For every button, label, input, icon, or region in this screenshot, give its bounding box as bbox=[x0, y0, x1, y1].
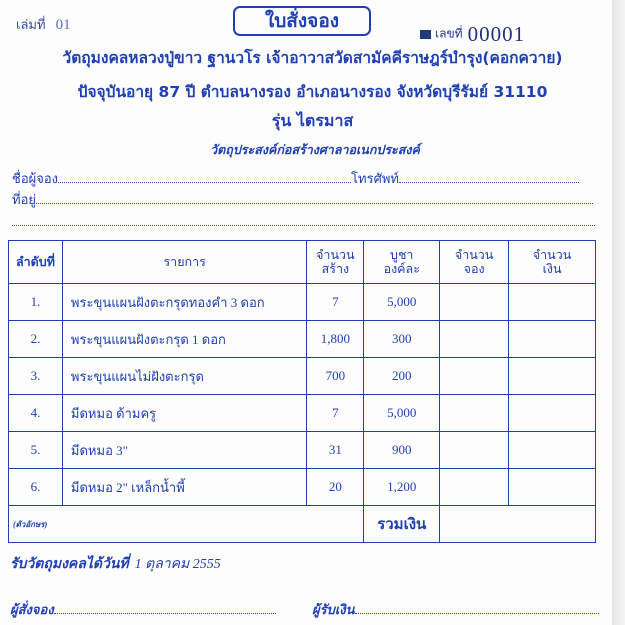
header-no: ลำดับที่ bbox=[9, 241, 63, 284]
serial-value: 00001 bbox=[467, 22, 526, 46]
row-no: 1. bbox=[9, 284, 63, 321]
address-field[interactable] bbox=[12, 189, 593, 210]
serial-label: เลขที่ bbox=[435, 26, 463, 41]
book-number-value: 01 bbox=[55, 17, 71, 33]
row-no: 2. bbox=[9, 321, 63, 358]
row-qty-made: 31 bbox=[307, 432, 364, 469]
table-row bbox=[9, 432, 596, 469]
address-line2-input[interactable] bbox=[12, 216, 595, 226]
pickup-date bbox=[10, 553, 221, 575]
row-qty-order-input[interactable] bbox=[440, 321, 509, 358]
serial-marker-icon bbox=[420, 30, 431, 39]
row-amount-input[interactable] bbox=[509, 432, 596, 469]
pickup-date-label: รับวัตถุมงคลได้วันที่ bbox=[10, 557, 129, 572]
row-amount-input[interactable] bbox=[509, 395, 596, 432]
table-row bbox=[9, 358, 596, 395]
row-item: พระขุนแผนไม่ฝังตะกรุด bbox=[62, 358, 306, 395]
row-qty-made: 20 bbox=[307, 469, 364, 506]
row-qty-order-input[interactable] bbox=[440, 358, 509, 395]
row-amount-input[interactable] bbox=[509, 321, 596, 358]
row-amount-input[interactable] bbox=[509, 469, 596, 506]
row-no: 3. bbox=[9, 358, 63, 395]
orderer-label: ผู้สั่งจอง bbox=[10, 602, 54, 617]
row-price: 5,000 bbox=[364, 284, 440, 321]
name-label: ชื่อผู้จอง bbox=[12, 171, 59, 186]
receiver-signature[interactable] bbox=[312, 599, 599, 620]
header-amount bbox=[509, 241, 596, 284]
address-input[interactable] bbox=[36, 194, 593, 204]
row-price: 200 bbox=[364, 358, 440, 395]
row-item: มีดหมอ ด้ามครู bbox=[62, 395, 306, 432]
amount-in-words-field[interactable]: (ตัวอักษร) bbox=[9, 506, 364, 543]
total-label: รวมเงิน bbox=[364, 506, 440, 543]
total-amount-input[interactable] bbox=[440, 506, 596, 543]
address-line2-field[interactable] bbox=[12, 214, 595, 230]
phone-label: โทรศัพท์ bbox=[351, 171, 399, 186]
row-price: 1,200 bbox=[364, 469, 440, 506]
table-row bbox=[9, 395, 596, 432]
row-no: 4. bbox=[9, 395, 63, 432]
row-qty-made: 700 bbox=[307, 358, 364, 395]
table-row bbox=[9, 284, 596, 321]
name-input[interactable] bbox=[58, 173, 351, 183]
row-price: 900 bbox=[364, 432, 440, 469]
header-qty-order-line1: จำนวน bbox=[454, 248, 494, 262]
row-item: มีดหมอ 2" เหล็กน้ำพี้ bbox=[62, 469, 306, 506]
row-item: มีดหมอ 3" bbox=[62, 432, 306, 469]
header-qty-order-line2: จอง bbox=[463, 262, 485, 276]
phone-input[interactable] bbox=[399, 173, 579, 183]
header-price bbox=[364, 241, 440, 284]
header-price-line2: องค์ละ bbox=[383, 262, 420, 276]
header-qty-made bbox=[307, 241, 364, 284]
header-price-line1: บูชา bbox=[390, 248, 414, 262]
table-total-row bbox=[9, 506, 596, 543]
row-price: 300 bbox=[364, 321, 440, 358]
serial-number bbox=[420, 22, 525, 47]
order-table bbox=[8, 240, 596, 543]
table-header-row bbox=[9, 241, 596, 284]
header-item: รายการ bbox=[62, 241, 306, 284]
row-item: พระขุนแผนฝังตะกรุดทองคำ 3 ดอก bbox=[62, 284, 306, 321]
table-row bbox=[9, 469, 596, 506]
row-no: 6. bbox=[9, 469, 63, 506]
row-qty-order-input[interactable] bbox=[440, 284, 509, 321]
address-label: ที่อยู่ bbox=[12, 192, 36, 207]
paper-edge-shadow bbox=[612, 0, 625, 625]
header-amount-line2: เงิน bbox=[542, 262, 562, 276]
table-row bbox=[9, 321, 596, 358]
row-price: 5,000 bbox=[364, 395, 440, 432]
row-qty-made: 1,800 bbox=[307, 321, 364, 358]
orderer-signature-line[interactable] bbox=[54, 604, 276, 614]
row-qty-made: 7 bbox=[307, 395, 364, 432]
row-amount-input[interactable] bbox=[509, 284, 596, 321]
temple-address: ปัจจุบันอายุ 87 ปี ตำบลนางรอง อำเภอนางรอง จังหวัดบุรีรัมย์ 31110 bbox=[77, 83, 548, 101]
row-no: 5. bbox=[9, 432, 63, 469]
header-amount-line1: จำนวน bbox=[532, 248, 572, 262]
receiver-signature-line[interactable] bbox=[355, 604, 599, 614]
row-qty-made: 7 bbox=[307, 284, 364, 321]
row-item: พระขุนแผนฝังตะกรุด 1 ดอก bbox=[62, 321, 306, 358]
pickup-date-value: 1 ตุลาคม 2555 bbox=[134, 557, 221, 572]
row-qty-order-input[interactable] bbox=[440, 432, 509, 469]
receiver-label: ผู้รับเงิน bbox=[312, 602, 355, 617]
row-qty-order-input[interactable] bbox=[440, 395, 509, 432]
book-number bbox=[16, 14, 71, 35]
header-qty-made-line1: จำนวน bbox=[316, 248, 355, 262]
row-amount-input[interactable] bbox=[509, 358, 596, 395]
header-qty-order bbox=[440, 241, 509, 284]
edition-title: รุ่น ไตรมาส bbox=[271, 111, 354, 130]
temple-heading: วัตถุมงคลหลวงปู่ขาว ฐานวโร เจ้าอาวาสวัดสามัคคีราษฎร์บำรุง(คอกควาย) bbox=[62, 49, 563, 67]
book-number-label: เล่มที่ bbox=[16, 17, 46, 32]
row-qty-order-input[interactable] bbox=[440, 469, 509, 506]
form-title: ใบสั่งจอง bbox=[233, 6, 371, 36]
orderer-signature[interactable] bbox=[10, 599, 276, 620]
header-qty-made-line2: สร้าง bbox=[321, 262, 350, 276]
name-field[interactable] bbox=[12, 168, 579, 189]
purpose-text: วัตถุประสงค์ก่อสร้างศาลาอเนกประสงค์ bbox=[210, 142, 420, 157]
